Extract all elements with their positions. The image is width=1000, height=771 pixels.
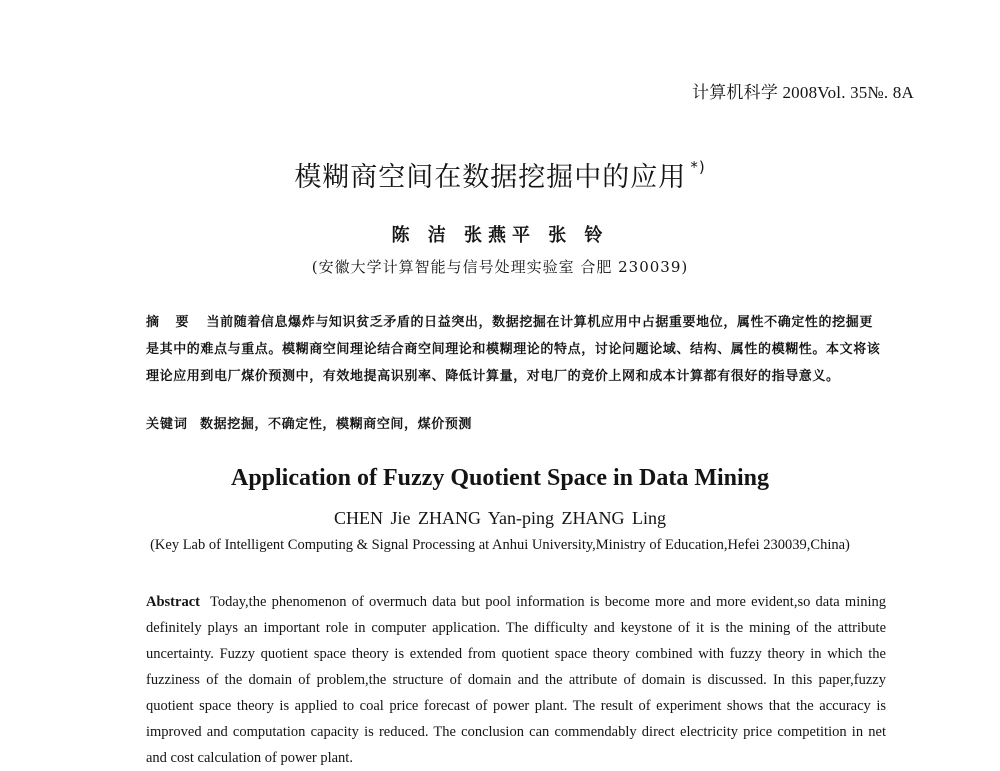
journal-reference: 计算机科学 2008Vol. 35№. 8A xyxy=(692,83,914,102)
chinese-abstract-text: 当前随着信息爆炸与知识贫乏矛盾的日益突出，数据挖掘在计算机应用中占据重要地位，属性不确定性的挖掘更是其中的难点与重点。模糊商空间理论结合商空间理论和模糊理论的特点，讨论问题论域、结构、属性的模糊性。本文将该理论应用到电厂煤价预测中，有效地提高识别率、降低计算量，对电厂的竞价上网和成本计算都有很好的指导意义。 xyxy=(146,315,881,384)
chinese-keywords xyxy=(146,415,886,435)
english-authors: CHEN Jie ZHANG Yan-ping ZHANG Ling xyxy=(334,508,666,528)
chinese-keywords-text: 数据挖掘，不确定性，模糊商空间，煤价预测 xyxy=(200,417,473,432)
english-abstract xyxy=(146,589,886,771)
chinese-keywords-label: 关键词 xyxy=(146,417,189,432)
english-abstract-text: Today,the phenomenon of overmuch data but pool information is become more and more evident,so data mining definitely plays an important role in computer application. The difficulty and keystone of it is the mining of the attribute uncertainty. Fuzzy quotient space theory is extended from quotient space theory combined with fuzzy theory in which the fuzziness of the domain of problem,the structure of domain and the attribute of domain is discussed. In this paper,fuzzy quotient space theory is applied to coal price forecast of power plant. The result of experiment shows that the accuracy is improved and computation capacity is reduced. The conclusion can commendably direct electricity price competition in net and cost calculation of power plant. xyxy=(146,594,886,766)
chinese-abstract-label: 摘 要 xyxy=(146,315,195,330)
english-title: Application of Fuzzy Quotient Space in Data Mining xyxy=(230,465,770,491)
chinese-title xyxy=(0,155,1000,194)
chinese-authors: 陈 洁 张燕平 张 铃 xyxy=(391,225,609,246)
chinese-affiliation: (安徽大学计算智能与信号处理实验室 合肥 230039) xyxy=(311,258,689,276)
english-abstract-label: Abstract xyxy=(146,594,200,610)
chinese-title-text: 模糊商空间在数据挖掘中的应用 xyxy=(294,162,687,193)
footnote-mark: *) xyxy=(690,158,706,176)
chinese-abstract xyxy=(146,309,886,390)
english-affiliation: (Key Lab of Intelligent Computing & Signal Processing at Anhui University,Ministry of Education,Hefei 230039,China) xyxy=(150,537,850,553)
